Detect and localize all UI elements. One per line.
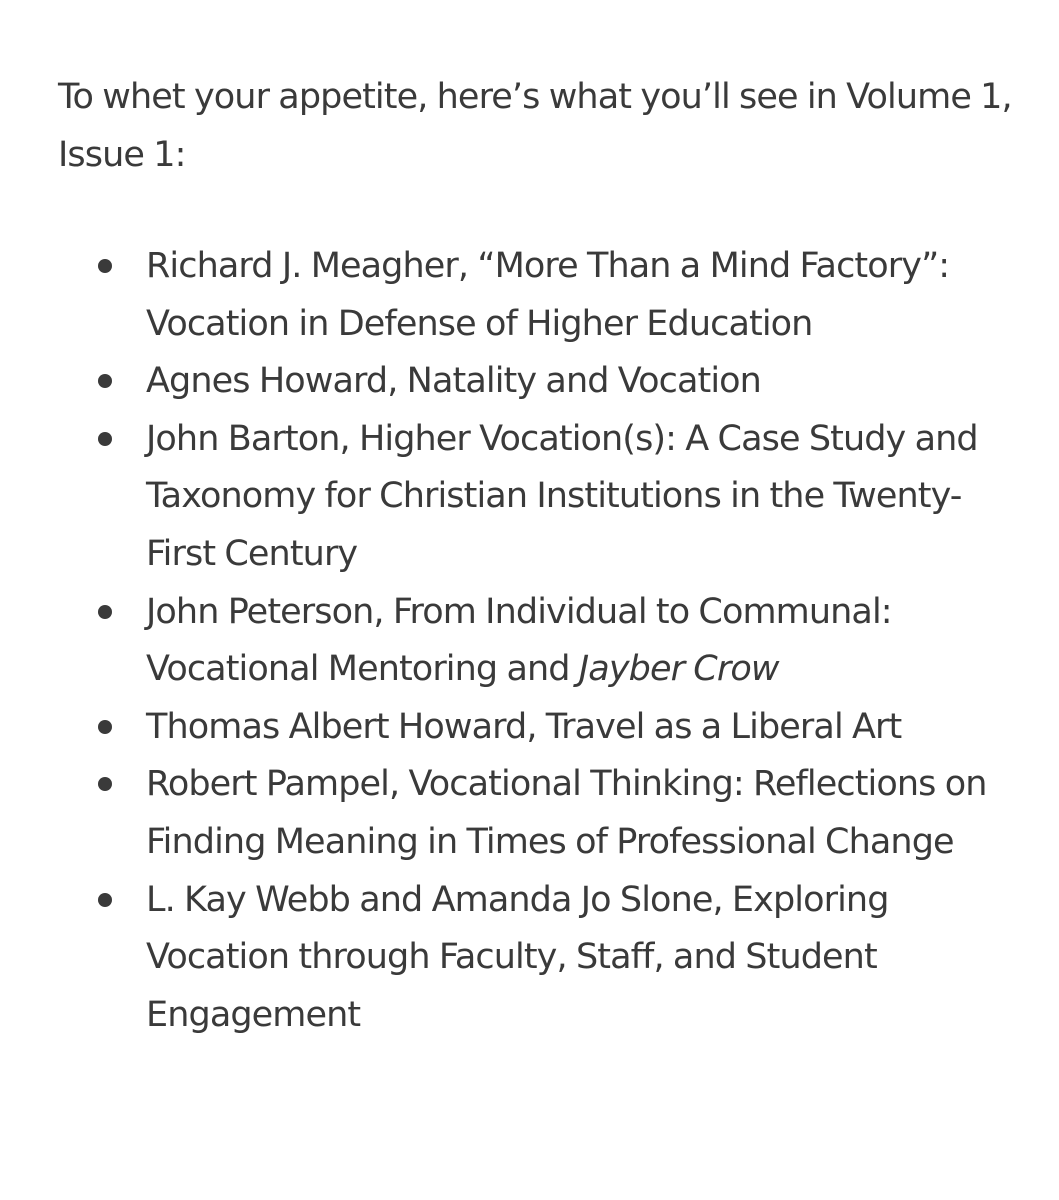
- list-item: [58, 238, 1018, 353]
- bullet-icon: [98, 720, 112, 734]
- book-title-italic: Jayber Crow: [578, 649, 779, 690]
- bullet-icon: [98, 605, 112, 619]
- intro-paragraph: To whet your appetite, here’s what you’ll see in Volume 1, Issue 1:: [58, 77, 1012, 175]
- bullet-icon: [98, 777, 112, 791]
- list-item-text: Thomas Albert Howard, Travel as a Liberal Art: [146, 706, 902, 747]
- list-item-text: John Barton, Higher Vocation(s): A Case Study and Taxonomy for Christian Institutions in the Twenty-First Century: [146, 418, 978, 574]
- list-item-text: Robert Pampel, Vocational Thinking: Reflections on Finding Meaning in Times of Professional Change: [146, 764, 987, 862]
- list-item: [58, 353, 1018, 411]
- list-item: [58, 411, 1018, 584]
- list-item: [58, 756, 1018, 871]
- bullet-icon: [98, 432, 112, 446]
- list-item: [58, 872, 1018, 1045]
- list-item-text: Agnes Howard, Natality and Vocation: [146, 361, 761, 402]
- list-item-text: Richard J. Meagher, “More Than a Mind Factory”: Vocation in Defense of Higher Education: [146, 246, 950, 344]
- bullet-icon: [98, 259, 112, 273]
- list-item-text: L. Kay Webb and Amanda Jo Slone, Exploring Vocation through Faculty, Staff, and Student Engagement: [146, 879, 889, 1035]
- bullet-icon: [98, 374, 112, 388]
- list-item: [58, 584, 1018, 699]
- list-item: [58, 699, 1018, 757]
- article-content: [58, 68, 1018, 1044]
- issue-contents-list: [58, 238, 1018, 1044]
- bullet-icon: [98, 893, 112, 907]
- list-item-text: John Peterson, From Individual to Communal: Vocational Mentoring and: [146, 591, 892, 690]
